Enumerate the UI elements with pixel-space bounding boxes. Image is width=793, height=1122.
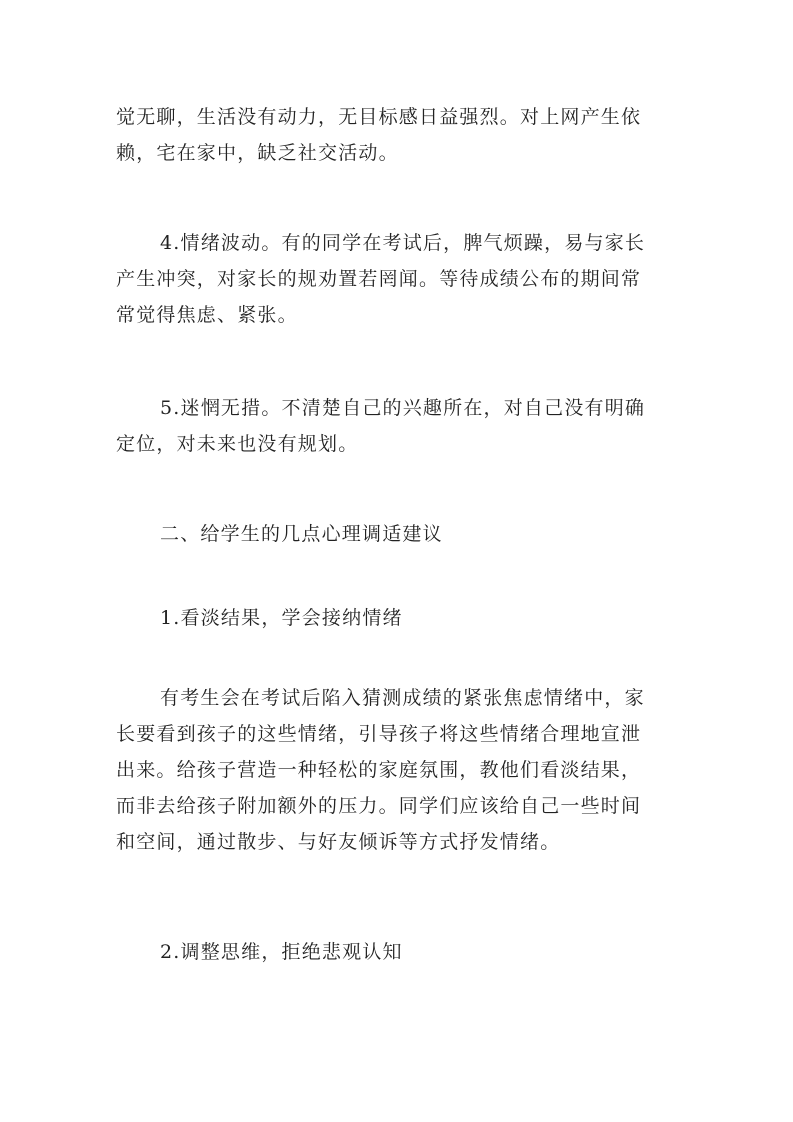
paragraph-line: 2.调整思维，拒绝悲观认知: [160, 941, 403, 963]
paragraph-line: 和空间，通过散步、与好友倾诉等方式抒发情绪。: [116, 831, 561, 853]
paragraph-item-4: [116, 225, 681, 333]
paragraph-line: 定位，对未来也没有规划。: [116, 433, 359, 455]
paragraph-line: 常觉得焦虑、紧张。: [116, 304, 298, 326]
subheading-1: [116, 600, 681, 636]
paragraph-line: 长要看到孩子的这些情绪，引导孩子将这些情绪合理地宣泄: [116, 723, 642, 745]
paragraph-line: 二、给学生的几点心理调适建议: [160, 523, 443, 545]
subheading-2: [116, 934, 681, 970]
paragraph-line: 赖，宅在家中，缺乏社交活动。: [116, 142, 399, 164]
section-heading-2: [116, 516, 681, 552]
paragraph-line: 觉无聊，生活没有动力，无目标感日益强烈。对上网产生依: [116, 106, 642, 128]
paragraph-line: 1.看淡结果，学会接纳情绪: [160, 607, 403, 629]
paragraph-advice-1: [116, 680, 681, 860]
paragraph-line: 而非去给孩子附加额外的压力。同学们应该给自己一些时间: [116, 795, 642, 817]
paragraph-continuation: [116, 99, 681, 171]
paragraph-item-5: [116, 390, 681, 462]
paragraph-line: 4.情绪波动。有的同学在考试后，脾气烦躁，易与家长: [160, 232, 646, 254]
paragraph-line: 5.迷惘无措。不清楚自己的兴趣所在，对自己没有明确: [160, 397, 646, 419]
paragraph-line: 产生冲突，对家长的规劝置若罔闻。等待成绩公布的期间常: [116, 268, 642, 290]
paragraph-line: 出来。给孩子营造一种轻松的家庭氛围，教他们看淡结果，: [116, 759, 642, 781]
paragraph-line: 有考生会在考试后陷入猜测成绩的紧张焦虑情绪中，家: [160, 687, 645, 709]
